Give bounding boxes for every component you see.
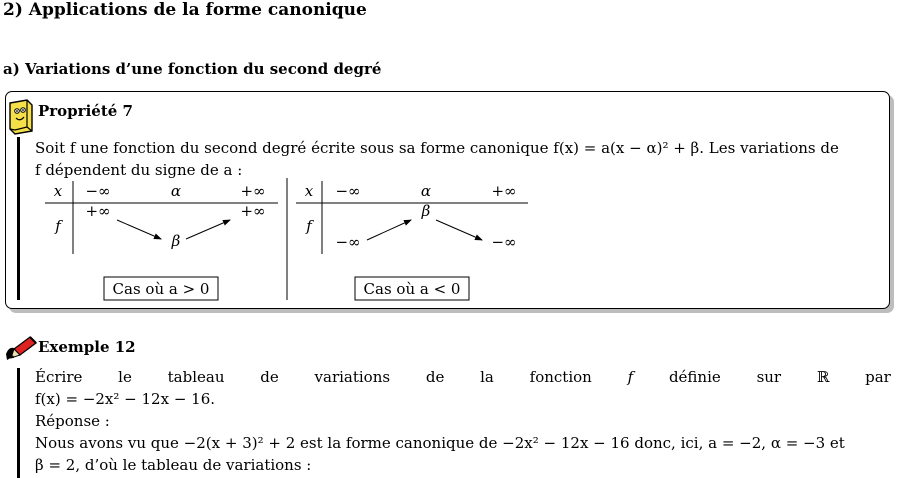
table-left-f-beta: β: [171, 232, 181, 250]
book-face-icon: [7, 97, 35, 139]
property-line-2: f dépendent du signe de a :: [35, 161, 243, 179]
table-right-f-label: f: [306, 217, 312, 235]
word: fonction: [529, 368, 592, 386]
word: variations: [314, 368, 391, 386]
table-left-x-label: x: [53, 182, 63, 200]
example-line-5: β = 2, d’où le tableau de variations :: [35, 456, 312, 474]
table-left-x-plus-inf: +∞: [240, 182, 266, 200]
table-left-x-alpha: α: [170, 182, 182, 200]
word: tableau: [167, 368, 225, 386]
caption-positive: Cas où a > 0: [112, 280, 210, 298]
arrow-decreasing: [117, 220, 161, 239]
variation-table-negative: [296, 181, 528, 254]
example-line-3: Réponse :: [35, 412, 110, 430]
table-left-x-minus-inf: −∞: [85, 182, 111, 200]
word: le: [118, 368, 132, 386]
property-line-1: Soit f une fonction du second degré écrite sous sa forme canonique f(x) = a(x − α)² + β. Les variations de: [35, 139, 839, 157]
example-title: Exemple 12: [38, 338, 136, 356]
table-right-f-beta: β: [421, 202, 431, 220]
variation-tables: [40, 176, 540, 310]
word: de: [425, 368, 445, 386]
table-right-x-minus-inf: −∞: [335, 182, 361, 200]
word: de: [260, 368, 279, 386]
arrow-increasing: [367, 220, 411, 240]
subsection-title: a) Variations d’une fonction du second degré: [3, 60, 382, 78]
example-line-1: [35, 366, 891, 388]
arrow-decreasing: [436, 220, 482, 240]
property-text: [35, 137, 885, 181]
word: la: [480, 368, 494, 386]
table-left-f-top-right: +∞: [240, 202, 266, 220]
table-right-f-bottom-left: −∞: [335, 233, 361, 251]
word: Écrire: [35, 368, 83, 386]
word: ℝ: [816, 368, 830, 386]
property-title: Propriété 7: [38, 102, 133, 120]
table-right-f-bottom-right: −∞: [491, 233, 517, 251]
property-left-bar: [17, 137, 20, 300]
section-title: 2) Applications de la forme canonique: [3, 0, 367, 20]
example-line-4: Nous avons vu que −2(x + 3)² + 2 est la forme canonique de −2x² − 12x − 16 donc, ici, a = −2, α = −3 et: [35, 434, 845, 452]
table-left-f-label: f: [55, 217, 61, 235]
table-right-x-label: x: [304, 182, 314, 200]
variation-table-positive: [45, 181, 278, 254]
word: définie: [668, 368, 721, 386]
table-left-f-top-left: +∞: [85, 202, 111, 220]
word: sur: [756, 368, 782, 386]
example-line-2: f(x) = −2x² − 12x − 16.: [35, 390, 216, 408]
example-left-bar: [17, 368, 20, 478]
table-right-x-alpha: α: [420, 182, 432, 200]
caption-negative: Cas où a < 0: [363, 280, 461, 298]
arrow-increasing: [186, 220, 230, 239]
word: par: [865, 368, 891, 386]
word: f: [627, 368, 634, 386]
pencil-icon: [4, 334, 38, 366]
example-text: [35, 366, 891, 476]
table-right-x-plus-inf: +∞: [491, 182, 517, 200]
